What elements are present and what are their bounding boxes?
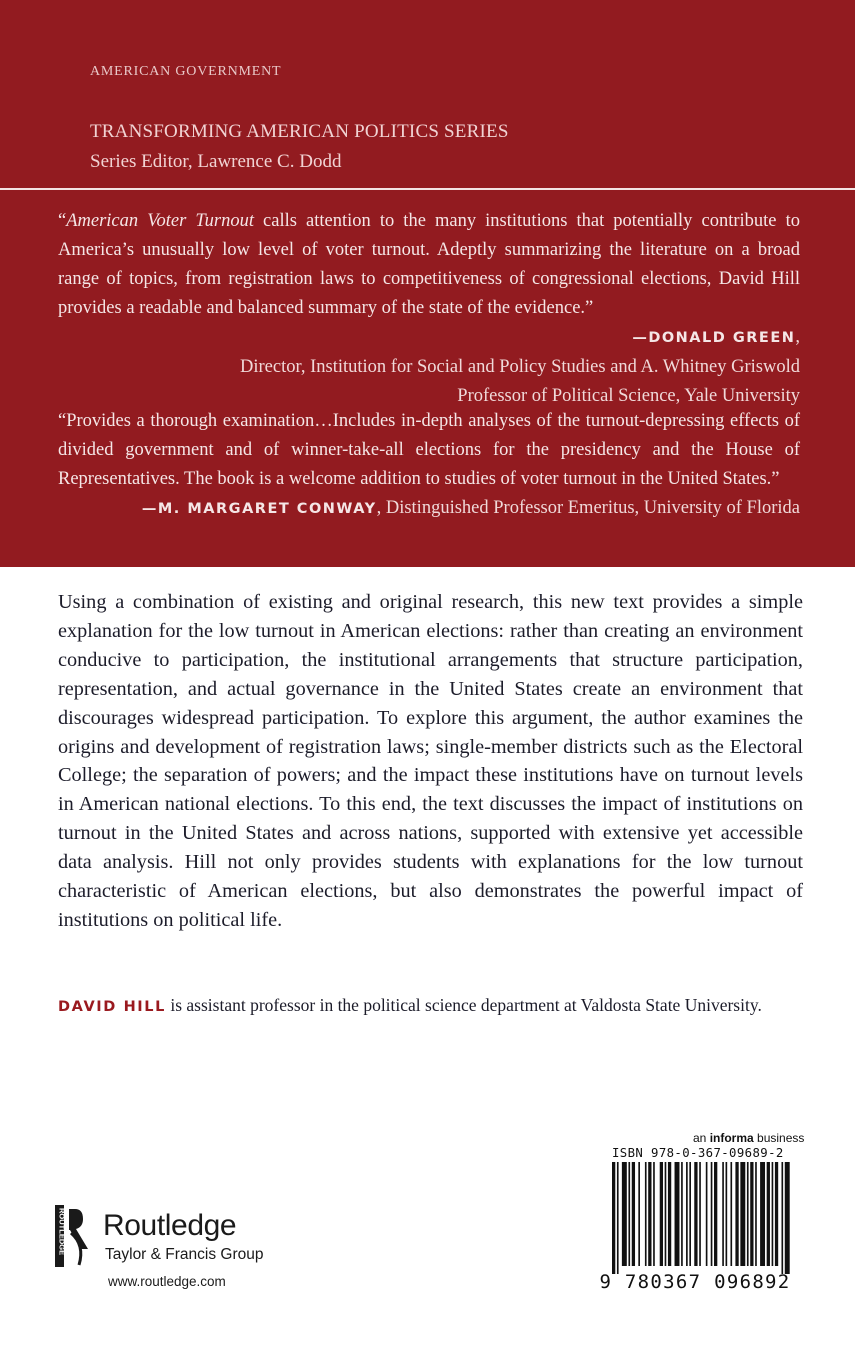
barcode-bar (660, 1162, 663, 1266)
barcode-bar (747, 1162, 749, 1266)
barcode-bar (772, 1162, 774, 1266)
publisher-name: Routledge (103, 1209, 237, 1242)
series-name: TRANSFORMING AMERICAN POLITICS SERIES (90, 121, 509, 142)
informa-line (693, 1131, 804, 1145)
barcode-bar (628, 1162, 630, 1266)
routledge-logo-icon (55, 1205, 95, 1270)
series-editor: Series Editor, Lawrence C. Dodd (90, 151, 342, 172)
barcode-bar (785, 1162, 790, 1274)
quote-text: calls attention to the many institutions that potentially contribute to America’s unusually low level of voter turnout. Adeptly summarizing the literature on a broad range of topics, from registration laws to competitiveness of congressional elections, David Hill provides a readable and balanced summary of the state of the evidence.” (58, 211, 800, 318)
barcode-bar (632, 1162, 635, 1266)
quote-author: —DONALD GREEN (632, 330, 796, 346)
logo-mark-text: ROUTLEDGE (57, 1208, 67, 1256)
author-name: DAVID HILL (58, 999, 166, 1015)
isbn-barcode (590, 1160, 800, 1292)
barcode-bar (706, 1162, 708, 1266)
header-divider (0, 188, 855, 190)
quote-author-title-2: Professor of Political Science, Yale University (457, 386, 800, 406)
barcode-bar (711, 1162, 713, 1266)
category-label: AMERICAN GOVERNMENT (90, 64, 282, 79)
barcode-bar (665, 1162, 667, 1266)
barcode-bar (750, 1162, 753, 1266)
book-title: American Voter Turnout (66, 211, 254, 231)
barcode-bar (689, 1162, 691, 1266)
quote-author: —M. MARGARET CONWAY (141, 501, 377, 517)
barcode-bar (760, 1162, 765, 1266)
barcode-bar (694, 1162, 697, 1266)
quote-attribution (58, 323, 800, 353)
barcode-bar (775, 1162, 778, 1266)
publisher-group: Taylor & Francis Group (105, 1246, 264, 1263)
endorsement-quote-2 (58, 407, 800, 524)
barcode-bar (735, 1162, 738, 1266)
barcode-bar (730, 1162, 732, 1266)
barcode-bar (638, 1162, 640, 1266)
barcode-bar (686, 1162, 688, 1266)
barcode-bar (722, 1162, 724, 1266)
publisher-logo (55, 1205, 285, 1295)
barcode-bar (617, 1162, 619, 1274)
barcode-bar (767, 1162, 770, 1266)
barcode-bar (781, 1162, 783, 1274)
quote-text: “Provides a thorough examination…Includes in-depth analyses of the turnout-depressing effects of divided government and of winner-take-all elections for the presidency and the House of Representatives. The book is a welcome addition to studies of voter turnout in the United States.” (58, 411, 800, 489)
quote-author-suffix: , (795, 327, 800, 347)
barcode-bar (675, 1162, 680, 1266)
barcode-bar (681, 1162, 683, 1266)
informa-prefix: an (693, 1131, 710, 1145)
quote-attribution (58, 494, 800, 524)
barcode-bar (622, 1162, 627, 1266)
barcode-bar (668, 1162, 671, 1266)
barcode-bar (740, 1162, 745, 1266)
quote-author-title: , Distinguished Professor Emeritus, University of Florida (376, 498, 800, 518)
informa-brand: informa (709, 1131, 754, 1145)
isbn-label: ISBN 978-0-367-09689-2 (612, 1146, 784, 1160)
barcode-bar (726, 1162, 728, 1266)
quote-open-mark: “ (58, 211, 67, 231)
barcode-bar (714, 1162, 717, 1266)
publisher-url: www.routledge.com (108, 1274, 226, 1289)
barcode-bar (612, 1162, 615, 1274)
quote-author-title-1: Director, Institution for Social and Policy Studies and A. Whitney Griswold (239, 357, 800, 377)
informa-suffix: business (753, 1131, 805, 1145)
author-bio-text: is assistant professor in the political science department at Valdosta State University. (165, 995, 762, 1015)
barcode-bar (648, 1162, 651, 1266)
book-description: Using a combination of existing and original research, this new text provides a simple explanation for the low turnout in American elections: rather than creating an environment conducive to participation, the institutional arrangements that structure participation, representation, and actual governance in the United States create an environment that discourages widespread participation. To explore this argument, the author examines the origins and development of registration laws; single-member districts such as the Electoral College; the separation of powers; and the impact these institutions have on turnout levels in American national elections. To this end, the text discusses the impact of institutions on turnout in the United States and across nations, supported with extensive yet accessible data analysis. Hill not only provides students with explanations for the low turnout characteristic of American elections, but also demonstrates the powerful impact of institutions on political life. (58, 591, 803, 931)
author-bio (58, 995, 838, 1016)
barcode-bar (653, 1162, 655, 1266)
barcode-digits: 9 780367 096892 (599, 1271, 791, 1292)
barcode-bar (645, 1162, 647, 1266)
barcode-bar (755, 1162, 757, 1266)
barcode-bar (699, 1162, 701, 1266)
endorsement-quote-1 (58, 207, 800, 411)
